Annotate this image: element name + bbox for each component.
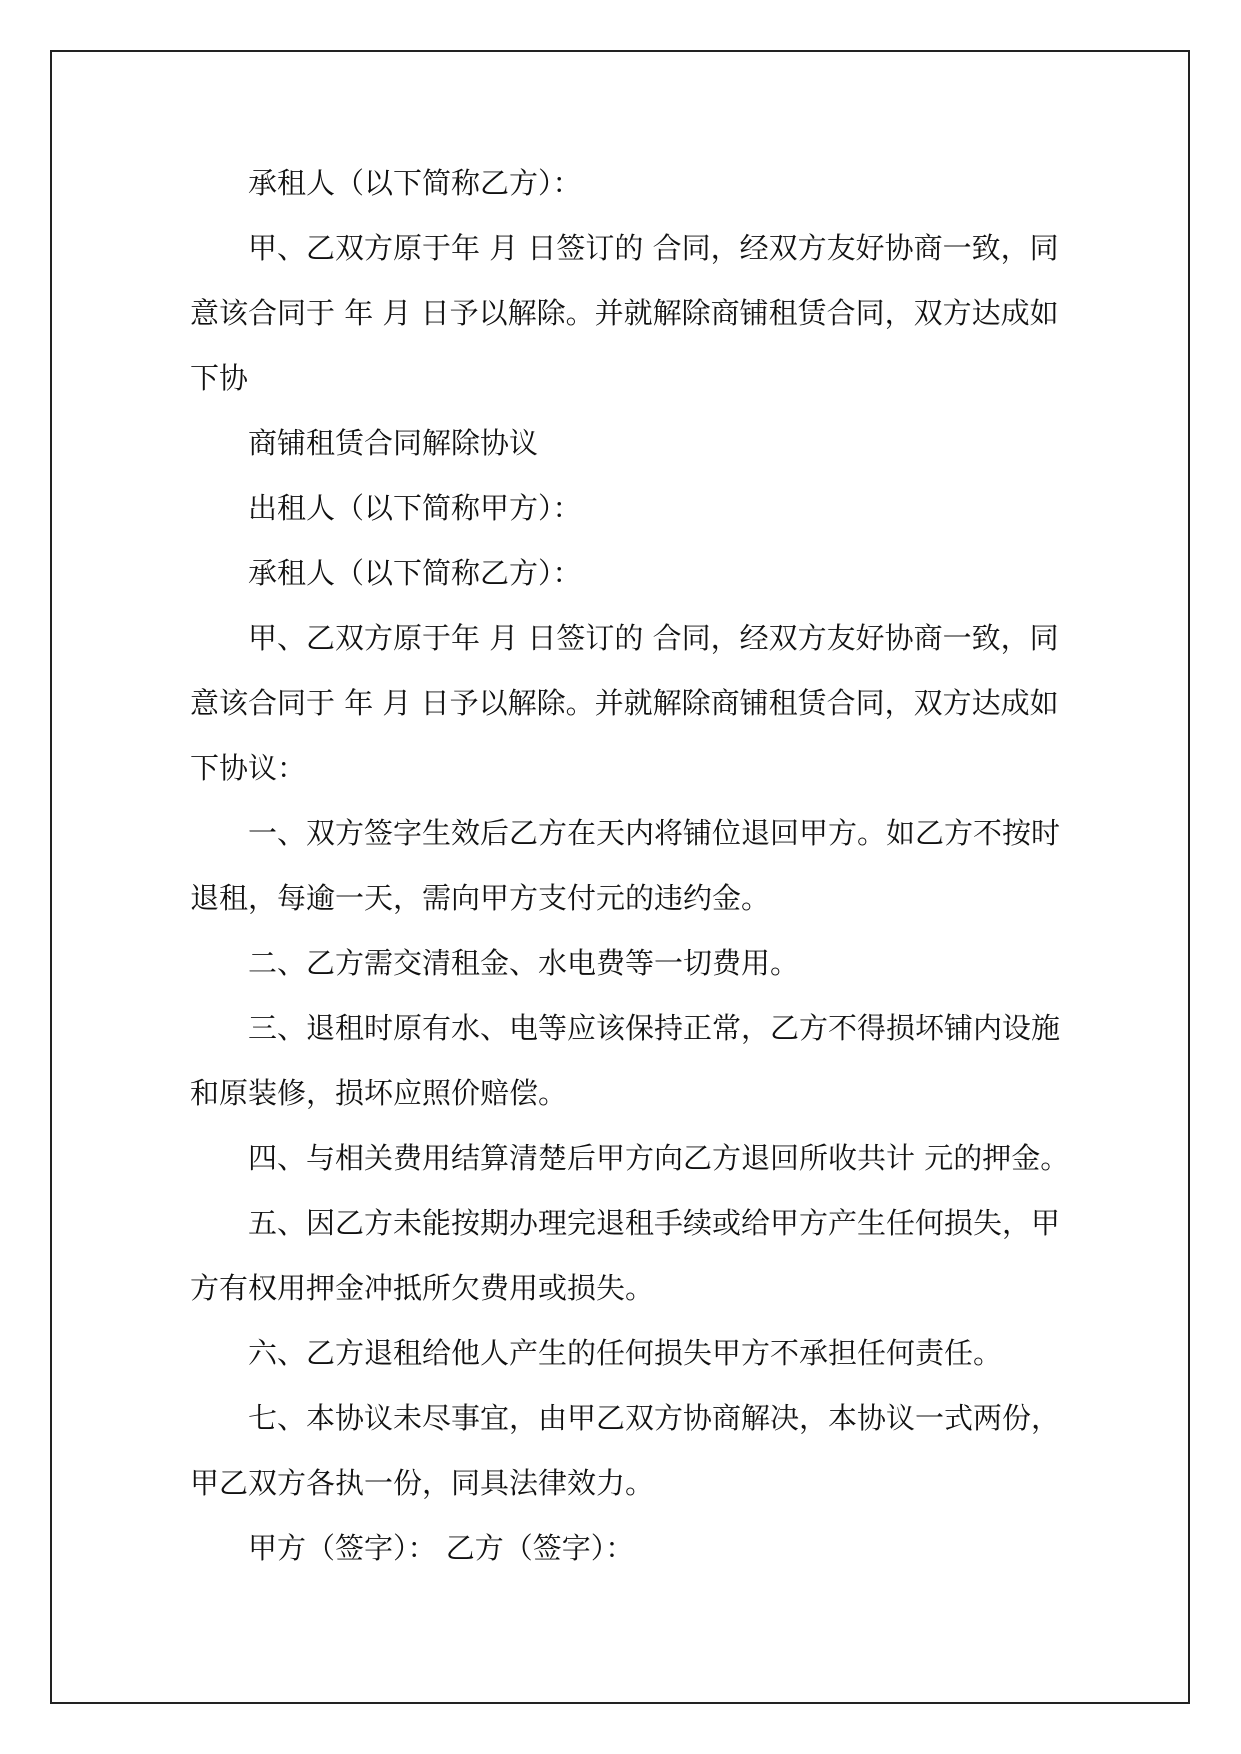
text-line: 五、因乙方未能按期办理完退租手续或给甲方产生任何损失，甲 (248, 1206, 1061, 1240)
text-line: 退租，每逾一天，需向甲方支付元的违约金。 (190, 881, 771, 915)
text-line: 意该合同于 年 月 日予以解除。并就解除商铺租赁合同，双方达成如 (190, 686, 1059, 720)
text-line: 意该合同于 年 月 日予以解除。并就解除商铺租赁合同，双方达成如 (190, 296, 1059, 330)
text-line: 一、双方签字生效后乙方在天内将铺位退回甲方。如乙方不按时 (248, 816, 1061, 850)
text-line: 四、与相关费用结算清楚后甲方向乙方退回所收共计 元的押金。 (248, 1141, 1070, 1175)
text-line: 和原装修，损坏应照价赔偿。 (190, 1076, 568, 1110)
text-line: 下协 (190, 361, 249, 395)
text-line: 三、退租时原有水、电等应该保持正常，乙方不得损坏铺内设施 (248, 1011, 1061, 1045)
text-line: 甲、乙双方原于年 月 日签订的 合同，经双方友好协商一致，同 (248, 621, 1059, 655)
text-line: 甲乙双方各执一份，同具法律效力。 (190, 1466, 655, 1500)
text-line: 出租人（以下简称甲方）： (248, 491, 582, 525)
text-line: 承租人（以下简称乙方）： (248, 556, 582, 590)
text-line: 甲、乙双方原于年 月 日签订的 合同，经双方友好协商一致，同 (248, 231, 1059, 265)
text-line: 方有权用押金冲抵所欠费用或损失。 (190, 1271, 655, 1305)
text-line: 二、乙方需交清租金、水电费等一切费用。 (248, 946, 800, 980)
text-line: 承租人（以下简称乙方）： (248, 166, 582, 200)
text-line: 甲方（签字）： 乙方（签字）： (248, 1531, 635, 1565)
text-line: 商铺租赁合同解除协议 (248, 426, 539, 460)
text-line: 七、本协议未尽事宜，由甲乙双方协商解决，本协议一式两份， (248, 1401, 1061, 1435)
text-line: 下协议： (190, 751, 307, 785)
text-line: 六、乙方退租给他人产生的任何损失甲方不承担任何责任。 (248, 1336, 1003, 1370)
